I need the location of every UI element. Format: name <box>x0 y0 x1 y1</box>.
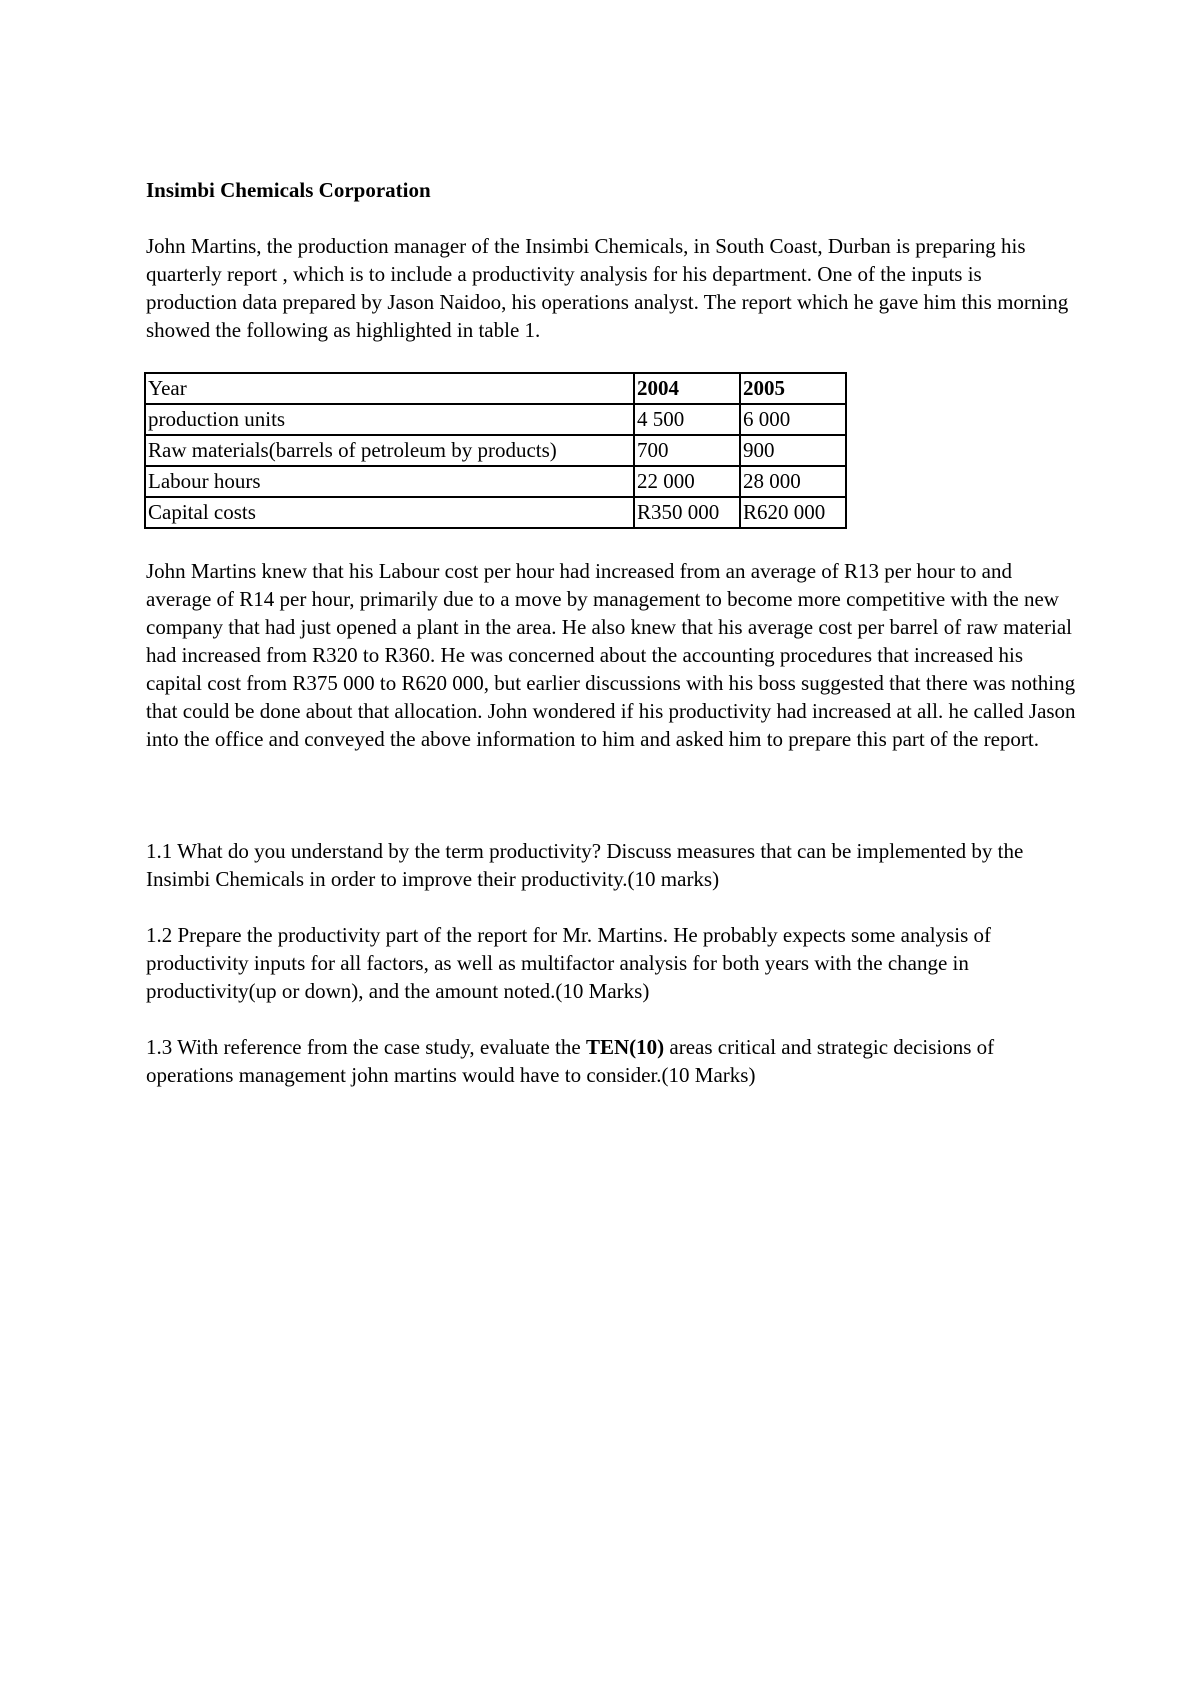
table-header-label: Year <box>145 373 634 404</box>
production-data-table <box>144 372 847 529</box>
table-cell-2004: 700 <box>634 435 740 466</box>
table-row <box>145 435 846 466</box>
document-page <box>146 176 1076 1117</box>
question-1-3-text-start: 1.3 With reference from the case study, evaluate the <box>146 1035 586 1059</box>
table-cell-2005: R620 000 <box>740 497 846 528</box>
table-cell-label: Labour hours <box>145 466 634 497</box>
table-cell-label: production units <box>145 404 634 435</box>
question-1-2: 1.2 Prepare the productivity part of the report for Mr. Martins. He probably expects some analysis of productivity inputs for all factors, as well as multifactor analysis for both years with the change in productivity(up or down), and the amount noted.(10 Marks) <box>146 923 992 1003</box>
table-cell-label: Raw materials(barrels of petroleum by products) <box>145 435 634 466</box>
table-cell-2004: R350 000 <box>634 497 740 528</box>
intro-paragraph: John Martins, the production manager of the Insimbi Chemicals, in South Coast, Durban is preparing his quarterly report , which is to include a productivity analysis for his department. One of the inputs is production data prepared by Jason Naidoo, his operations analyst. The report which he gave him this morning showed the following as highlighted in table 1. <box>146 234 1069 342</box>
question-1-3-text-end: areas critical and strategic decisions of operations management john martins would have to consider.(10 Marks) <box>146 1035 995 1087</box>
case-body-paragraph: John Martins knew that his Labour cost per hour had increased from an average of R13 per hour to and average of R14 per hour, primarily due to a move by management to become more competitive with the new company that had just opened a plant in the area. He also knew that his average cost per barrel of raw material had increased from R320 to R360. He was concerned about the accounting procedures that increased his capital cost from R375 000 to R620 000, but earlier discussions with his boss suggested that there was nothing that could be done about that allocation. John wondered if his productivity had increased at all. he called Jason into the office and conveyed the above information to him and asked him to prepare this part of the report. <box>146 559 1076 751</box>
question-1-1: 1.1 What do you understand by the term productivity? Discuss measures that can be implemented by the Insimbi Chemicals in order to improve their productivity.(10 marks) <box>146 839 1024 891</box>
table-cell-2005: 6 000 <box>740 404 846 435</box>
table-header-row <box>145 373 846 404</box>
question-1-3 <box>146 1033 1076 1089</box>
table-header-year-2004: 2004 <box>634 373 740 404</box>
table-row <box>145 497 846 528</box>
table-cell-2005: 900 <box>740 435 846 466</box>
table-row <box>145 404 846 435</box>
table-cell-label: Capital costs <box>145 497 634 528</box>
question-1-3-emphasis: TEN(10) <box>585 1035 665 1059</box>
table-header-year-2005: 2005 <box>740 373 846 404</box>
document-title: Insimbi Chemicals Corporation <box>146 178 431 202</box>
table-cell-2004: 4 500 <box>634 404 740 435</box>
table-cell-2004: 22 000 <box>634 466 740 497</box>
table-cell-2005: 28 000 <box>740 466 846 497</box>
table-row <box>145 466 846 497</box>
vertical-spacer <box>146 781 1076 837</box>
